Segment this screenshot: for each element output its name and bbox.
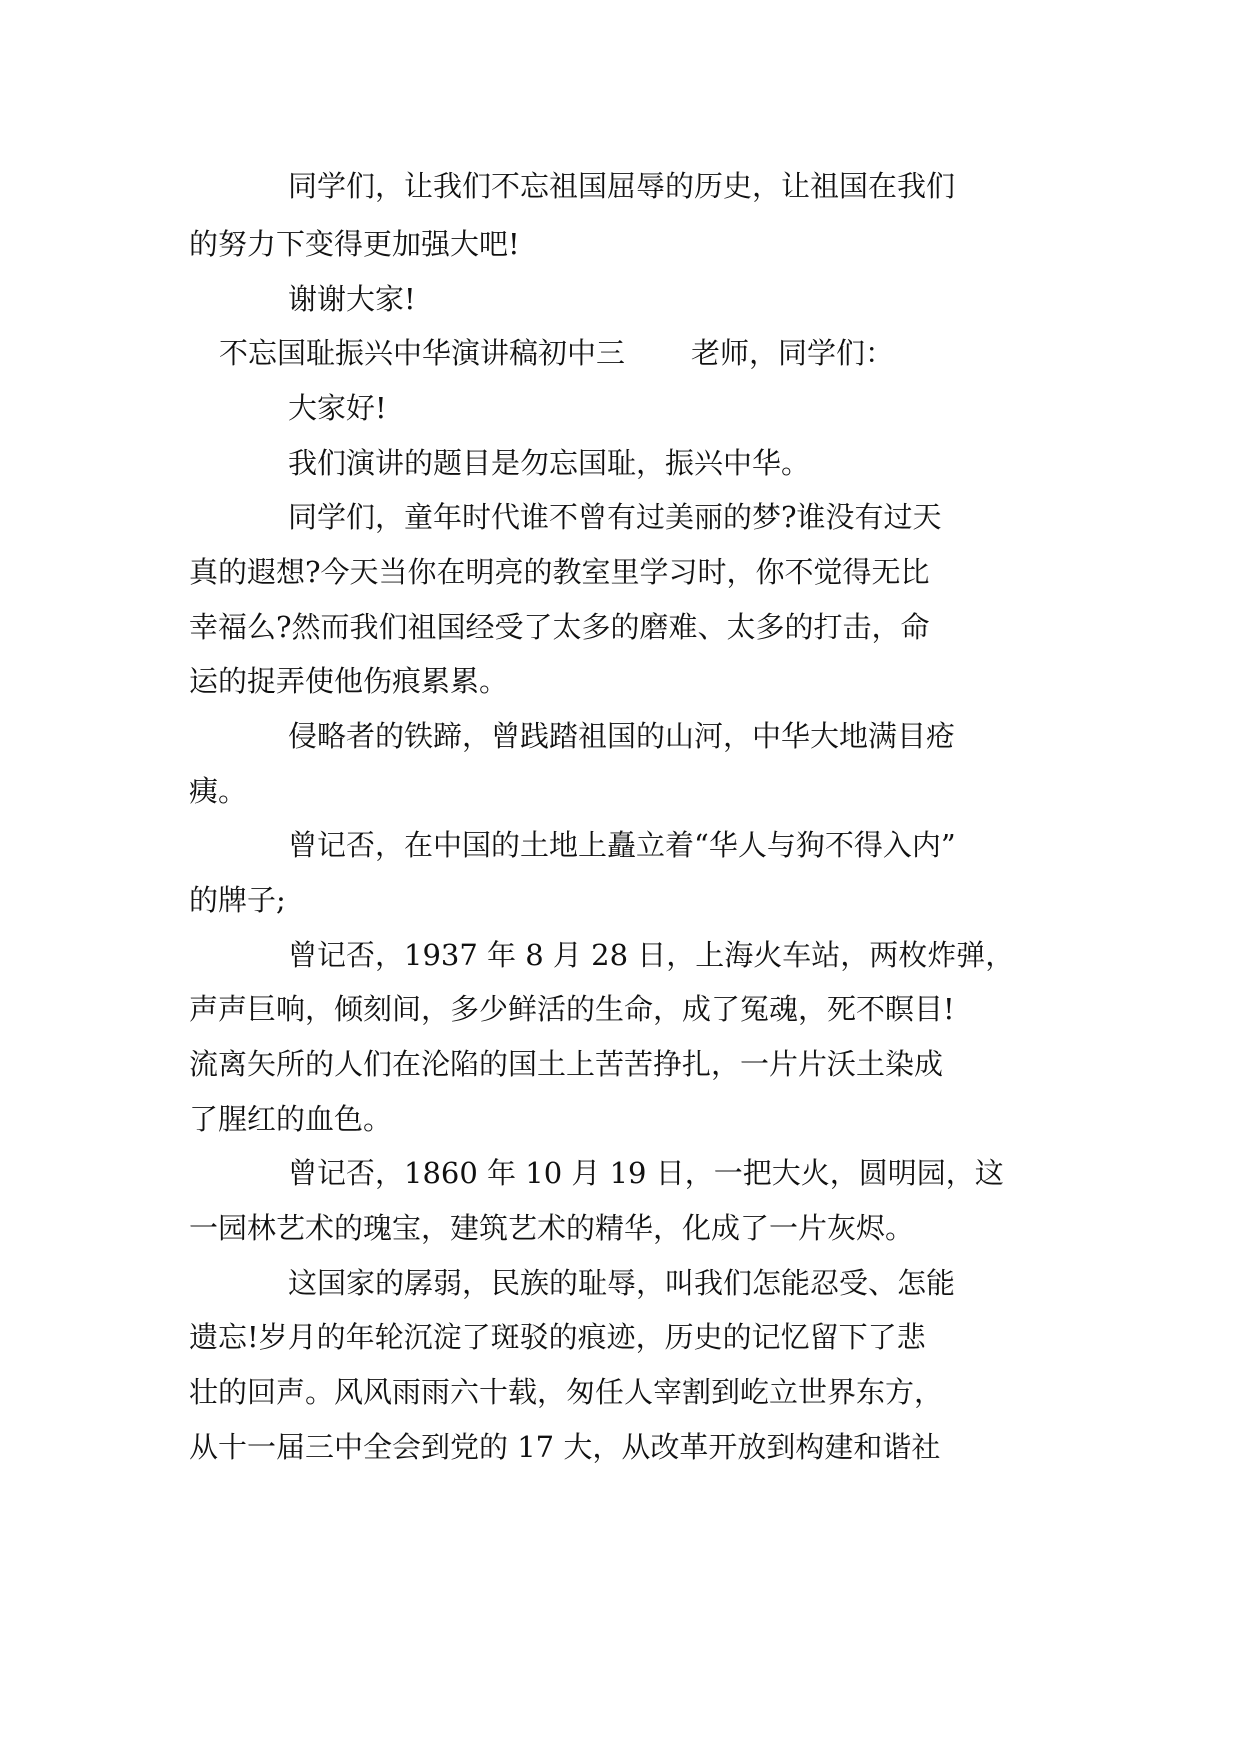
greeting: 老师，同学们： xyxy=(691,336,895,370)
paragraph-line: 同学们，让我们不忘祖国屈辱的历史，让祖国在我们 xyxy=(288,169,956,203)
paragraph-line: 这国家的孱弱，民族的耻辱，叫我们怎能忍受、怎能 xyxy=(288,1266,956,1300)
paragraph-line: 一园林艺术的瑰宝，建筑艺术的精华，化成了一片灰烬。 xyxy=(189,1211,915,1245)
title-line xyxy=(219,331,894,375)
paragraph-line: 曾记否，在中国的土地上矗立着“华人与狗不得入内” xyxy=(288,828,956,862)
paragraph-line: 痍。 xyxy=(189,774,248,808)
paragraph-line: 曾记否，1860 年 10 月 19 日，一把大火，圆明园，这 xyxy=(288,1156,1004,1190)
paragraph-line: 运的捉弄使他伤痕累累。 xyxy=(189,664,509,698)
paragraph-line: 侵略者的铁蹄，曾践踏祖国的山河，中华大地满目疮 xyxy=(288,719,956,753)
paragraph-line: 曾记否，1937 年 8 月 28 日，上海火车站，两枚炸弹， xyxy=(288,938,1015,972)
speech-title: 不忘国耻振兴中华演讲稿初中三 xyxy=(219,336,626,370)
paragraph-line: 从十一届三中全会到党的 17 大，从改革开放到构建和谐社 xyxy=(189,1430,941,1464)
paragraph-line: 幸福么?然而我们祖国经受了太多的磨难、太多的打击，命 xyxy=(189,610,930,644)
paragraph-line: 的努力下变得更加强大吧! xyxy=(189,227,520,261)
paragraph-line: 壮的回声。风风雨雨六十载，匆任人宰割到屹立世界东方， xyxy=(189,1375,944,1409)
paragraph-line: 谢谢大家! xyxy=(288,282,416,316)
paragraph-line: 我们演讲的题目是勿忘国耻，振兴中华。 xyxy=(288,446,811,480)
paragraph-line: 的牌子; xyxy=(189,883,286,917)
paragraph-line: 同学们，童年时代谁不曾有过美丽的梦?谁没有过天 xyxy=(288,500,942,534)
paragraph-line: 大家好! xyxy=(288,391,387,425)
paragraph-line: 遗忘!岁月的年轮沉淀了斑驳的痕迹，历史的记忆留下了悲 xyxy=(189,1320,926,1354)
paragraph-line: 声声巨响，倾刻间，多少鲜活的生命，成了冤魂，死不瞑目! xyxy=(189,992,955,1026)
paragraph-line: 了腥红的血色。 xyxy=(189,1102,393,1136)
paragraph-line: 流离矢所的人们在沦陷的国土上苦苦挣扎，一片片沃土染成 xyxy=(189,1047,944,1081)
paragraph-line: 真的遐想?今天当你在明亮的教室里学习时，你不觉得无比 xyxy=(189,555,930,589)
